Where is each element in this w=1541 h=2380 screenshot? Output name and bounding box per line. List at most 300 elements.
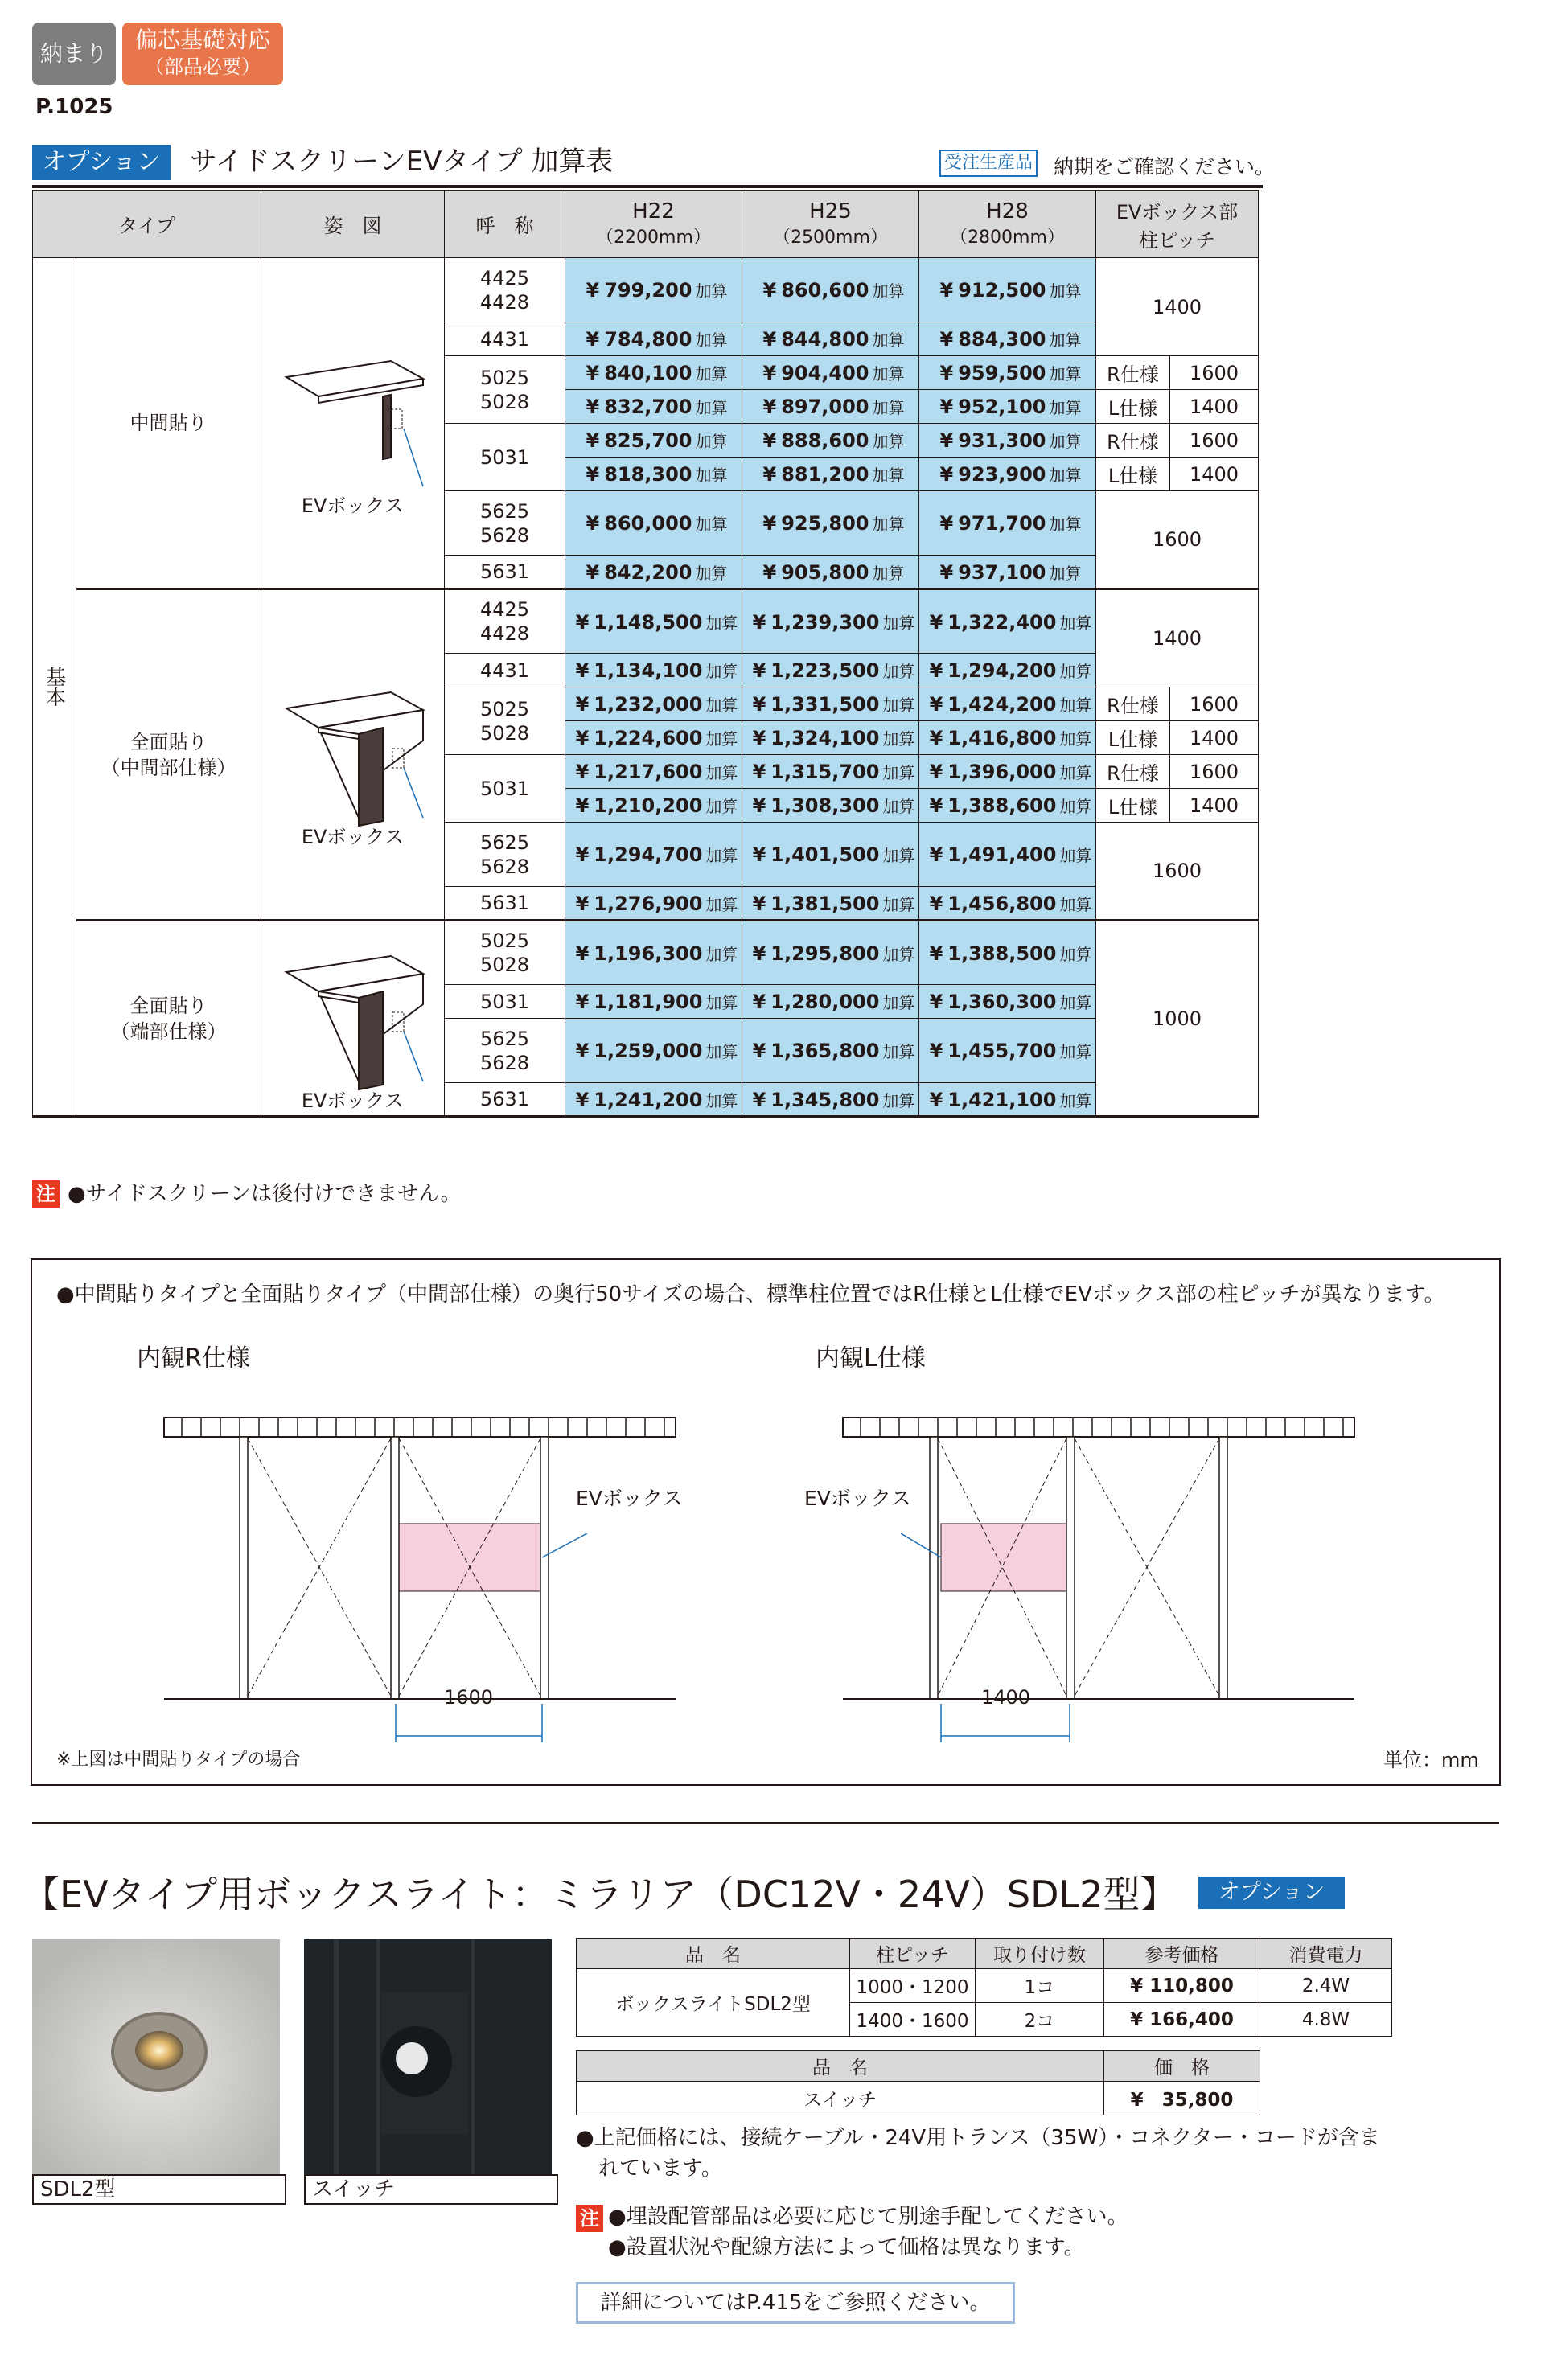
- bl-pitch: 1400・1600: [850, 2003, 976, 2037]
- price-cell: [919, 589, 1096, 654]
- price-suffix: 加算: [882, 846, 915, 865]
- price-value: 844,800: [781, 328, 869, 351]
- price-cell: [565, 789, 742, 823]
- yen-symbol: ¥: [762, 560, 777, 584]
- price-cell: [565, 985, 742, 1019]
- code-cell: [445, 823, 565, 887]
- price-suffix: 加算: [1059, 613, 1092, 633]
- price-suffix: 加算: [705, 662, 738, 681]
- price-value: 1,241,200: [594, 1088, 703, 1111]
- price-suffix: 加算: [705, 613, 738, 633]
- price-value: 937,100: [958, 560, 1046, 584]
- code-value: 4428: [479, 622, 530, 645]
- price-value: 1,181,900: [594, 991, 703, 1013]
- made-to-order-badge: 受注生産品: [939, 150, 1038, 177]
- yen-symbol: ¥: [752, 991, 766, 1013]
- bl-price: ¥ 110,800: [1104, 1969, 1260, 2003]
- price-suffix: 加算: [882, 763, 915, 782]
- yen-symbol: ¥: [586, 560, 600, 584]
- price-suffix: 加算: [705, 763, 738, 782]
- header-h28-mm: （2800mm）: [950, 228, 1065, 248]
- price-value: 1,210,200: [594, 794, 703, 817]
- price-suffix: 加算: [882, 894, 915, 914]
- spec-cell: L仕様: [1096, 789, 1170, 823]
- table-header-row: [33, 191, 1259, 258]
- price-suffix: 加算: [1059, 797, 1092, 816]
- price-cell: [565, 491, 742, 556]
- header-name: 呼 称: [445, 191, 565, 258]
- price-suffix: 加算: [1059, 944, 1092, 964]
- price-value: 1,134,100: [594, 659, 703, 682]
- pitch-diagrams: [32, 1260, 1499, 1784]
- box-light-header-row: [577, 1939, 1392, 1969]
- price-cell: [742, 887, 919, 921]
- price-value: 1,455,700: [947, 1040, 1057, 1062]
- price-cell: [742, 921, 919, 985]
- bl-header-price: 参考価格: [1104, 1939, 1260, 1969]
- yen-symbol: ¥: [929, 1040, 943, 1062]
- box-light-table: [576, 1938, 1392, 2037]
- code-cell: [445, 755, 565, 823]
- code-cell: [445, 654, 565, 687]
- price-cell: [565, 356, 742, 390]
- price-value: 1,295,800: [770, 942, 880, 965]
- price-cell: [565, 823, 742, 887]
- yen-symbol: ¥: [939, 396, 954, 418]
- price-suffix: 加算: [705, 696, 738, 715]
- sdl2-caption: SDL2型: [32, 2174, 286, 2205]
- price-suffix: 加算: [695, 330, 728, 350]
- price-cell: [919, 823, 1096, 887]
- yen-symbol: ¥: [762, 396, 777, 418]
- spec-cell: R仕様: [1096, 687, 1170, 721]
- price-cell: [742, 424, 919, 458]
- code-value: 5628: [479, 1051, 530, 1074]
- price-cell: [565, 556, 742, 589]
- yen-symbol: ¥: [762, 362, 777, 384]
- code-value: 5025: [479, 366, 530, 389]
- price-includes-line2: れています。: [598, 2156, 722, 2181]
- section-title: サイドスクリーンEVタイプ 加算表: [190, 146, 614, 178]
- sdl2-photo: [32, 1939, 280, 2174]
- price-cell: [565, 721, 742, 755]
- yen-symbol: ¥: [586, 512, 600, 535]
- yen-symbol: ¥: [939, 362, 954, 384]
- price-suffix: 加算: [1049, 364, 1082, 384]
- table-row: [577, 2082, 1260, 2115]
- figure-cell: [261, 589, 445, 921]
- code-cell: [445, 424, 565, 491]
- price-value: 1,456,800: [947, 892, 1057, 915]
- price-value: 1,345,800: [770, 1088, 880, 1111]
- price-value: 784,800: [604, 328, 692, 351]
- price-suffix: 加算: [1049, 563, 1082, 583]
- price-cell: [565, 458, 742, 491]
- price-cell: [742, 755, 919, 789]
- left-elevation: [164, 1418, 676, 1742]
- price-suffix: 加算: [1049, 432, 1082, 451]
- option-label: オプション: [32, 145, 171, 180]
- header-h22-label: H22: [632, 199, 675, 224]
- price-value: 1,322,400: [947, 610, 1057, 634]
- price-suffix: 加算: [872, 364, 905, 384]
- price-suffix: 加算: [1059, 894, 1092, 914]
- figure-cell: [261, 258, 445, 589]
- price-suffix: 加算: [695, 515, 728, 534]
- price-suffix: 加算: [695, 563, 728, 583]
- yen-symbol: ¥: [929, 1088, 943, 1111]
- sw-name: スイッチ: [577, 2082, 1104, 2115]
- price-cell: [919, 687, 1096, 721]
- bl-product-name: ボックスライトSDL2型: [577, 1969, 850, 2037]
- right-dimension: 1400: [981, 1686, 1031, 1709]
- price-cell: [919, 356, 1096, 390]
- section2-rule: [32, 1822, 1499, 1824]
- box-light-icon: [32, 1939, 280, 2174]
- price-cell: [919, 721, 1096, 755]
- price-cell: [565, 921, 742, 985]
- price-value: 897,000: [781, 396, 869, 418]
- code-value: 5028: [479, 721, 530, 745]
- foundation-tag-line2: （部品必要）: [145, 55, 261, 78]
- price-suffix: 加算: [872, 330, 905, 350]
- yen-symbol: ¥: [929, 991, 943, 1013]
- price-value: 1,308,300: [770, 794, 880, 817]
- diagram-lead: ●中間貼りタイプと全面貼りタイプ（中間部仕様）の奥行50サイズの場合、標準柱位置ではR仕様とL仕様でEVボックス部の柱ピッチが異なります。: [56, 1282, 1445, 1307]
- price-value: 923,900: [958, 463, 1046, 486]
- header-pitch: [1096, 191, 1259, 258]
- price-cell: [742, 721, 919, 755]
- table-row: [33, 921, 1259, 985]
- header-h25-label: H25: [809, 199, 852, 224]
- figure-cell: [261, 921, 445, 1117]
- price-suffix: 加算: [695, 364, 728, 384]
- price-value: 888,600: [781, 429, 869, 452]
- price-cell: [919, 458, 1096, 491]
- price-value: 1,388,600: [947, 794, 1057, 817]
- code-value: 5625: [479, 831, 530, 854]
- price-cell: [742, 654, 919, 687]
- code-cell: [445, 258, 565, 322]
- price-suffix: 加算: [1059, 729, 1092, 749]
- pitch-cell: 1600: [1096, 491, 1259, 589]
- yen-symbol: ¥: [762, 512, 777, 535]
- bl-header-power: 消費電力: [1260, 1939, 1392, 1969]
- spec-cell: R仕様: [1096, 424, 1170, 458]
- price-suffix: 加算: [705, 944, 738, 964]
- section2-note-line2: ●設置状況や配線方法によって価格は異なります。: [608, 2235, 1085, 2259]
- yen-symbol: ¥: [929, 727, 943, 749]
- price-value: 1,421,100: [947, 1088, 1057, 1111]
- price-cell: [742, 823, 919, 887]
- yen-symbol: ¥: [762, 463, 777, 486]
- price-value: 1,280,000: [770, 991, 880, 1013]
- type-cell: [76, 921, 261, 1117]
- price-value: 1,401,500: [770, 843, 880, 866]
- note-text: ●サイドスクリーンは後付けできません。: [68, 1182, 462, 1206]
- price-suffix: 加算: [882, 797, 915, 816]
- pitch-cell: 1400: [1096, 589, 1259, 687]
- price-value: 825,700: [604, 429, 692, 452]
- price-includes-line1: ●上記価格には、接続ケーブル・24V用トランス（35W）・コネクター・コードが含ま: [576, 2126, 1380, 2150]
- type-cell: [76, 258, 261, 589]
- price-cell: [565, 687, 742, 721]
- price-cell: [919, 887, 1096, 921]
- note-mark: 注: [32, 1180, 60, 1208]
- code-cell: [445, 887, 565, 921]
- code-value: 5631: [479, 1088, 530, 1110]
- yen-symbol: ¥: [586, 463, 600, 486]
- price-suffix: 加算: [705, 1090, 738, 1110]
- pitch-cell: 1600: [1170, 424, 1259, 458]
- yen-symbol: ¥: [752, 1088, 766, 1111]
- screen-figure-icon: [262, 329, 444, 514]
- unit-label: 単位：mm: [1383, 1749, 1479, 1771]
- code-value: 5028: [479, 390, 530, 413]
- price-value: 1,259,000: [594, 1040, 703, 1062]
- header-figure: 姿 図: [261, 191, 445, 258]
- reference-link[interactable]: 詳細についてはP.415をご参照ください。: [576, 2282, 1015, 2324]
- price-suffix: 加算: [882, 1042, 915, 1061]
- price-suffix: 加算: [705, 846, 738, 865]
- price-cell: [742, 985, 919, 1019]
- price-value: 1,331,500: [770, 693, 880, 716]
- right-elevation: [843, 1418, 1354, 1742]
- price-cell: [919, 985, 1096, 1019]
- code-value: 5628: [479, 523, 530, 547]
- yen-symbol: ¥: [939, 279, 954, 302]
- screen-figure-icon: [262, 660, 444, 845]
- sw-header-name: 品 名: [577, 2051, 1104, 2082]
- foundation-tag-line1: 偏芯基礎対応: [134, 27, 270, 53]
- sw-header-price: 価 格: [1104, 2051, 1260, 2082]
- pitch-cell: 1400: [1170, 721, 1259, 755]
- yen-symbol: ¥: [939, 512, 954, 535]
- price-suffix: 加算: [1049, 330, 1082, 350]
- price-value: 1,224,600: [594, 727, 703, 749]
- diagram-footnote: ※上図は中間貼りタイプの場合: [56, 1750, 301, 1770]
- price-cell: [742, 589, 919, 654]
- code-value: 5031: [479, 777, 530, 800]
- code-cell: [445, 921, 565, 985]
- price-suffix: 加算: [705, 797, 738, 816]
- table-row: [577, 1969, 1392, 2003]
- price-value: 959,500: [958, 362, 1046, 384]
- yen-symbol: ¥: [752, 794, 766, 817]
- header-type: タイプ: [33, 191, 261, 258]
- price-cell: [565, 1019, 742, 1083]
- price-suffix: 加算: [1059, 763, 1092, 782]
- yen-symbol: ¥: [586, 396, 600, 418]
- yen-symbol: ¥: [575, 1040, 590, 1062]
- right-ev-box-label: EVボックス: [804, 1487, 911, 1510]
- price-value: 1,388,500: [947, 942, 1057, 965]
- bl-pitch: 1000・1200: [850, 1969, 976, 2003]
- bl-price: ¥ 166,400: [1104, 2003, 1260, 2037]
- price-value: 840,100: [604, 362, 692, 384]
- yen-symbol: ¥: [762, 328, 777, 351]
- price-suffix: 加算: [872, 432, 905, 451]
- bl-header-pitch: 柱ピッチ: [850, 1939, 976, 1969]
- price-value: 1,217,600: [594, 761, 703, 783]
- page-ref[interactable]: P.1025: [35, 95, 113, 119]
- delivery-note: 納期をご確認ください。: [1054, 155, 1276, 178]
- price-table: [32, 190, 1259, 1118]
- ev-box-figure-label: EVボックス: [301, 1089, 405, 1112]
- code-cell: [445, 589, 565, 654]
- section2-notes: [608, 2202, 1128, 2263]
- price-value: 1,491,400: [947, 843, 1057, 866]
- pitch-cell: 1000: [1096, 921, 1259, 1117]
- price-suffix: 加算: [882, 729, 915, 749]
- price-suffix: 加算: [882, 662, 915, 681]
- price-value: 1,294,200: [947, 659, 1057, 682]
- price-value: 1,232,000: [594, 693, 703, 716]
- price-suffix: 加算: [882, 696, 915, 715]
- price-cell: [565, 887, 742, 921]
- price-cell: [742, 556, 919, 589]
- foundation-tag: [122, 23, 283, 85]
- yen-symbol: ¥: [752, 843, 766, 866]
- price-cell: [742, 390, 919, 424]
- type-name: 全面貼り: [129, 730, 208, 753]
- code-value: 5625: [479, 499, 530, 523]
- code-cell: [445, 322, 565, 356]
- price-cell: [919, 654, 1096, 687]
- section2-option-label: オプション: [1198, 1877, 1345, 1909]
- yen-symbol: ¥: [752, 693, 766, 716]
- yen-symbol: ¥: [586, 429, 600, 452]
- price-cell: [565, 1083, 742, 1117]
- switch-caption: スイッチ: [304, 2174, 558, 2205]
- yen-symbol: ¥: [939, 463, 954, 486]
- code-value: 5625: [479, 1027, 530, 1050]
- price-suffix: 加算: [872, 563, 905, 583]
- price-suffix: 加算: [1059, 696, 1092, 715]
- yen-symbol: ¥: [929, 610, 943, 634]
- code-value: 4428: [479, 290, 530, 314]
- yen-symbol: ¥: [939, 429, 954, 452]
- switch-table: [576, 2050, 1260, 2115]
- price-cell: [919, 390, 1096, 424]
- price-cell: [919, 322, 1096, 356]
- price-cell: [742, 491, 919, 556]
- price-value: 1,424,200: [947, 693, 1057, 716]
- price-cell: [742, 789, 919, 823]
- code-value: 5025: [479, 697, 530, 720]
- code-cell: [445, 491, 565, 556]
- price-value: 1,324,100: [770, 727, 880, 749]
- price-cell: [919, 1019, 1096, 1083]
- price-suffix: 加算: [1049, 466, 1082, 485]
- spec-cell: R仕様: [1096, 356, 1170, 390]
- yen-symbol: ¥: [752, 942, 766, 965]
- code-cell: [445, 1019, 565, 1083]
- yen-symbol: ¥: [752, 761, 766, 783]
- code-value: 4431: [479, 327, 530, 351]
- switch-photo: [304, 1939, 552, 2174]
- sw-price: ¥ 35,800: [1104, 2082, 1260, 2115]
- ev-box-figure-label: EVボックス: [301, 494, 405, 517]
- type-name: 全面貼り: [129, 994, 208, 1017]
- price-cell: [565, 258, 742, 322]
- yen-symbol: ¥: [575, 727, 590, 749]
- price-value: 931,300: [958, 429, 1046, 452]
- price-value: 912,500: [958, 279, 1046, 302]
- yen-symbol: ¥: [929, 659, 943, 682]
- type-subname: （端部仕様）: [110, 1020, 227, 1043]
- header-h25: [742, 191, 919, 258]
- price-cell: [565, 322, 742, 356]
- price-suffix: 加算: [695, 281, 728, 301]
- price-cell: [742, 258, 919, 322]
- yen-symbol: ¥: [575, 843, 590, 866]
- price-value: 1,396,000: [947, 761, 1057, 783]
- price-includes-note: [576, 2123, 1461, 2184]
- bl-header-name: 品 名: [577, 1939, 850, 1969]
- price-suffix: 加算: [882, 613, 915, 633]
- pitch-cell: 1600: [1170, 356, 1259, 390]
- yen-symbol: ¥: [586, 362, 600, 384]
- left-dimension: 1600: [444, 1686, 494, 1709]
- switch-icon: [304, 1939, 552, 2174]
- header-pitch-line1: EVボックス部: [1116, 200, 1239, 224]
- yen-symbol: ¥: [929, 843, 943, 866]
- section2-note-mark: 注: [576, 2205, 603, 2232]
- price-suffix: 加算: [695, 466, 728, 485]
- price-cell: [919, 921, 1096, 985]
- price-suffix: 加算: [1059, 846, 1092, 865]
- price-suffix: 加算: [882, 944, 915, 964]
- left-ev-box-label: EVボックス: [576, 1487, 683, 1510]
- price-suffix: 加算: [705, 729, 738, 749]
- pitch-cell: 1400: [1170, 789, 1259, 823]
- price-cell: [919, 491, 1096, 556]
- price-value: 860,000: [604, 512, 692, 535]
- ev-box-figure-label: EVボックス: [301, 826, 405, 848]
- price-value: 1,315,700: [770, 761, 880, 783]
- code-value: 5025: [479, 929, 530, 952]
- code-value: 4425: [479, 598, 530, 621]
- price-suffix: 加算: [1049, 281, 1082, 301]
- code-value: 5028: [479, 954, 530, 976]
- table-row: [33, 589, 1259, 654]
- yen-symbol: ¥: [752, 659, 766, 682]
- price-cell: [565, 390, 742, 424]
- price-value: 1,416,800: [947, 727, 1057, 749]
- yen-symbol: ¥: [575, 991, 590, 1013]
- type-subname: （中間部仕様）: [101, 756, 236, 779]
- yen-symbol: ¥: [752, 892, 766, 915]
- section2-note-line1: ●埋設配管部品は必要に応じて別途手配してください。: [608, 2205, 1128, 2229]
- price-value: 1,148,500: [594, 610, 703, 634]
- price-cell: [742, 458, 919, 491]
- header-h22-mm: （2200mm）: [596, 228, 711, 248]
- price-value: 1,294,700: [594, 843, 703, 866]
- bl-header-count: 取り付け数: [976, 1939, 1104, 1969]
- price-cell: [919, 1083, 1096, 1117]
- code-cell: [445, 356, 565, 424]
- yen-symbol: ¥: [752, 1040, 766, 1062]
- spec-cell: L仕様: [1096, 390, 1170, 424]
- yen-symbol: ¥: [586, 328, 600, 351]
- price-cell: [565, 424, 742, 458]
- spec-cell: R仕様: [1096, 755, 1170, 789]
- table-row: [33, 258, 1259, 322]
- basic-label: 基本: [33, 258, 76, 1117]
- price-cell: [919, 258, 1096, 322]
- price-cell: [742, 1019, 919, 1083]
